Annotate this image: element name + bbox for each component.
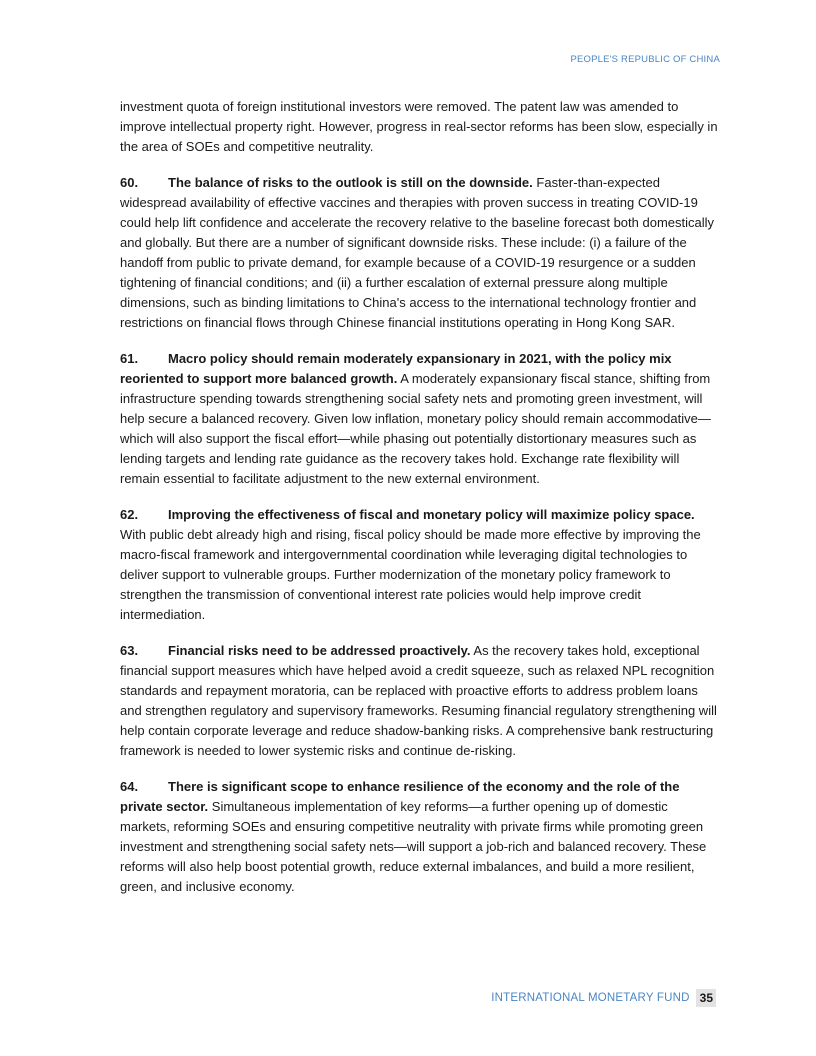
paragraph-63 bbox=[120, 641, 718, 761]
paragraph-lead: The balance of risks to the outlook is still on the downside. bbox=[168, 175, 533, 190]
paragraph-number: 61. bbox=[120, 351, 139, 366]
footer-organization: INTERNATIONAL MONETARY FUND bbox=[491, 992, 690, 1004]
paragraph-lead: There is significant scope to enhance resilience of the economy and the role of the private sector. bbox=[120, 779, 680, 814]
paragraph-61 bbox=[120, 349, 718, 489]
paragraph-text: Faster-than-expected widespread availability of effective vaccines and therapies with proven success in treating COVID-19 could help lift confidence and accelerate the recovery relative to the baseline forecast both domestically and globally. But there are a number of significant downside risks. These include: (i) a failure of the handoff from public to private demand, for example because of a COVID-19 resurgence or a sudden tightening of financial conditions; and (ii) a further escalation of external pressure along multiple dimensions, such as binding limitations to China's access to the international technology frontier and restrictions on financial flows through Chinese financial institutions operating in Hong Kong SAR. bbox=[120, 175, 715, 330]
paragraph-continuation bbox=[120, 97, 718, 157]
paragraph-lead: Improving the effectiveness of fiscal and monetary policy will maximize policy space. bbox=[168, 507, 695, 522]
paragraph-text: With public debt already high and rising, fiscal policy should be made more effective by improving the macro-fiscal framework and intergovernmental coordination while leveraging digital technologies to deliver support to vulnerable groups. Further modernization of the monetary policy framework to strengthen the transmission of conventional interest rate policies would help improve credit intermediation. bbox=[120, 527, 701, 622]
paragraph-number: 63. bbox=[120, 643, 139, 658]
paragraph-text: Simultaneous implementation of key reforms—a further opening up of domestic markets, reforming SOEs and ensuring competitive neutrality with private firms while promoting green investment and strengthening social safety nets—will support a job-rich and balanced recovery. These reforms will also help boost potential growth, reduce external imbalances, and build a more resilient, green, and inclusive economy. bbox=[120, 799, 707, 894]
paragraph-text: investment quota of foreign institutional investors were removed. The patent law was amended to improve intellectual property right. However, progress in real-sector reforms has been slow, especially in the area of SOEs and competitive neutrality. bbox=[120, 99, 718, 154]
paragraph-number: 62. bbox=[120, 507, 139, 522]
paragraph-60 bbox=[120, 173, 718, 333]
running-header: PEOPLE'S REPUBLIC OF CHINA bbox=[570, 54, 720, 65]
page-number: 35 bbox=[696, 989, 716, 1007]
running-footer bbox=[491, 989, 716, 1007]
paragraph-lead: Financial risks need to be addressed proactively. bbox=[168, 643, 471, 658]
paragraph-62 bbox=[120, 505, 718, 625]
paragraph-number: 64. bbox=[120, 779, 139, 794]
body-text bbox=[120, 97, 718, 913]
paragraph-lead: Macro policy should remain moderately expansionary in 2021, with the policy mix reoriented to support more balanced growth. bbox=[120, 351, 672, 386]
paragraph-text: As the recovery takes hold, exceptional financial support measures which have helped avoid a credit squeeze, such as relaxed NPL recognition standards and repayment moratoria, can be replaced with proactive efforts to address problem loans and strengthen regulatory and supervisory frameworks. Resuming financial regulatory strengthening will help contain corporate leverage and reduce shadow-banking risks. A comprehensive bank restructuring framework is needed to lower systemic risks and continue de-risking. bbox=[120, 643, 717, 758]
paragraph-number: 60. bbox=[120, 175, 139, 190]
paragraph-text: A moderately expansionary fiscal stance, shifting from infrastructure spending towards strengthening social safety nets and promoting green investment, will help secure a balanced recovery. Given low inflation, monetary policy should remain accommodative—which will also support the fiscal effort—while phasing out potentially distortionary measures such as lending targets and lending rate guidance as the recovery takes hold. Exchange rate flexibility will remain essential to facilitate adjustment to the new external environment. bbox=[120, 371, 711, 486]
paragraph-64 bbox=[120, 777, 718, 897]
